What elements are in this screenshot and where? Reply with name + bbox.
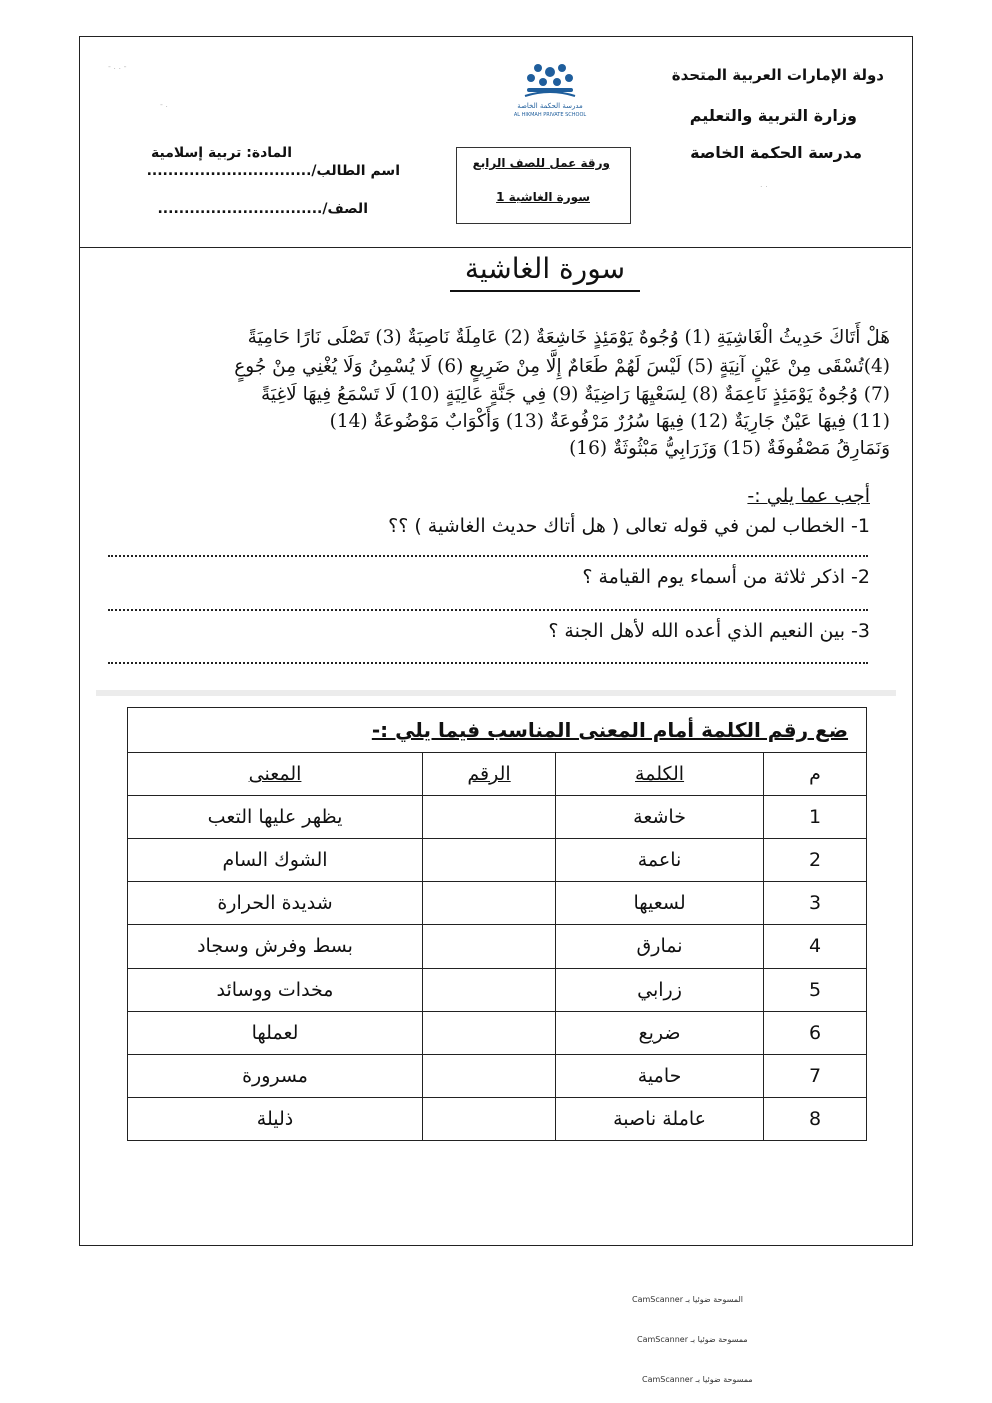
- row-num: 4: [764, 925, 867, 968]
- table-row: [128, 1097, 867, 1140]
- row-num: 3: [764, 882, 867, 925]
- scan-watermark: CamScanner ممسوحة ضوئيا بـ: [642, 1375, 753, 1384]
- table-instruction-row: [128, 708, 867, 753]
- scan-fade: [96, 690, 896, 696]
- row-num: 6: [764, 1011, 867, 1054]
- row-word: ناعمة: [556, 839, 764, 882]
- row-answer-cell[interactable]: [423, 839, 556, 882]
- row-answer-cell[interactable]: [423, 968, 556, 1011]
- table-row: [128, 1054, 867, 1097]
- row-num: 5: [764, 968, 867, 1011]
- header-divider: [79, 247, 911, 248]
- surah-title-underline: [450, 290, 640, 292]
- ministry-name: وزارة التربية والتعليم: [689, 106, 857, 125]
- class-field[interactable]: الصف/...............................: [157, 201, 368, 217]
- header-answer: الرقم: [423, 753, 556, 796]
- worksheet-subtitle: سورة الغاشية 1: [496, 190, 590, 204]
- row-meaning: لعملها: [128, 1011, 423, 1054]
- row-word: لسعيها: [556, 882, 764, 925]
- row-meaning: بسط وفرش وسجاد: [128, 925, 423, 968]
- scan-watermark: CamScanner المسوحة ضوئيا بـ: [632, 1295, 744, 1304]
- header-meaning: المعنى: [128, 753, 423, 796]
- row-meaning: شديدة الحرارة: [128, 882, 423, 925]
- table-row: [128, 796, 867, 839]
- row-answer-cell[interactable]: [423, 1054, 556, 1097]
- answer-line-2[interactable]: [108, 609, 868, 611]
- row-word: زرابي: [556, 968, 764, 1011]
- verse-line: (4)تُسْقَى مِنْ عَيْنٍ آنِيَةٍ (5) لَيْسَ لَهُمْ طَعَامٌ إِلَّا مِنْ ضَرِيعٍ (6) لَا يُسْمِنُ وَلَا يُغْنِي مِنْ جُوعٍ: [234, 356, 890, 377]
- questions-heading: أجب عما يلي :-: [747, 485, 870, 507]
- verse-line: (11) فِيهَا عَيْنٌ جَارِيَةٌ (12) فِيهَا سُرُرٌ مَرْفُوعَةٌ (13) وَأَكْوَابٌ مَوْضُوعَةٌ (14): [329, 411, 890, 432]
- row-word: حامية: [556, 1054, 764, 1097]
- header-num: م: [764, 753, 867, 796]
- logo-text-ar: مدرسة الحكمة الخاصة: [517, 102, 583, 110]
- row-answer-cell[interactable]: [423, 925, 556, 968]
- row-num: 7: [764, 1054, 867, 1097]
- row-word: نمارق: [556, 925, 764, 968]
- verse-line: وَنَمَارِقُ مَصْفُوفَةٌ (15) وَزَرَابِيُّ مَبْثُوثَةٌ (16): [569, 438, 890, 459]
- row-answer-cell[interactable]: [423, 796, 556, 839]
- row-word: ضريع: [556, 1011, 764, 1054]
- table-row: [128, 1011, 867, 1054]
- row-word: عاملة ناصبة: [556, 1097, 764, 1140]
- table-row: [128, 882, 867, 925]
- row-num: 2: [764, 839, 867, 882]
- row-meaning: ذليلة: [128, 1097, 423, 1140]
- matching-instruction: ضع رقم الكلمة أمام المعنى المناسب فيما يلي :-: [128, 708, 867, 753]
- row-answer-cell[interactable]: [423, 1097, 556, 1140]
- table-row: [128, 839, 867, 882]
- logo-text-en: AL HIKMAH PRIVATE SCHOOL: [513, 112, 587, 118]
- worksheet-box: [456, 147, 631, 224]
- answer-line-1[interactable]: [108, 555, 868, 557]
- worksheet-title: ورقة عمل للصف الرابع: [472, 156, 610, 170]
- question-2: 2- اذكر ثلاثة من أسماء يوم القيامة ؟: [582, 566, 870, 588]
- scan-watermark: CamScanner ممسوحة ضوئيا بـ: [637, 1335, 748, 1344]
- row-answer-cell[interactable]: [423, 882, 556, 925]
- row-word: خاشعة: [556, 796, 764, 839]
- row-meaning: يظهر عليها التعب: [128, 796, 423, 839]
- table-row: [128, 968, 867, 1011]
- school-name: مدرسة الحكمة الخاصة: [690, 143, 862, 162]
- student-name-field[interactable]: اسم الطالب/...............................: [146, 163, 400, 179]
- row-meaning: الشوك السام: [128, 839, 423, 882]
- row-answer-cell[interactable]: [423, 1011, 556, 1054]
- answer-line-3[interactable]: [108, 662, 868, 664]
- question-3: 3- بين النعيم الذي أعده الله لأهل الجنة ؟: [548, 620, 870, 642]
- surah-title: سورة الغاشية: [464, 252, 626, 285]
- table-header-row: [128, 753, 867, 796]
- question-1: 1- الخطاب لمن في قوله تعالى ( هل أتاك حديث الغاشية ) ؟؟: [388, 515, 870, 537]
- subject-label: المادة: تربية إسلامية: [151, 145, 292, 161]
- verse-line: هَلْ أَتَاكَ حَدِيثُ الْغَاشِيَةِ (1) وُجُوهٌ يَوْمَئِذٍ خَاشِعَةٌ (2) عَامِلَةٌ نَاصِبَةٌ (3) تَصْلَى نَارًا حَامِيَةً: [247, 327, 890, 348]
- table-row: [128, 925, 867, 968]
- row-meaning: مخدات ووسائد: [128, 968, 423, 1011]
- country-name: دولة الإمارات العربية المتحدة: [671, 66, 884, 84]
- verse-line: (7) وُجُوهٌ يَوْمَئِذٍ نَاعِمَةٌ (8) لِسَعْيِهَا رَاضِيَةٌ (9) فِي جَنَّةٍ عَالِيَةٍ (10) لَا تَسْمَعُ فِيهَا لَاغِيَةً: [260, 384, 890, 405]
- row-num: 1: [764, 796, 867, 839]
- row-meaning: مسرورة: [128, 1054, 423, 1097]
- matching-table: [127, 707, 867, 1141]
- row-num: 8: [764, 1097, 867, 1140]
- header-word: الكلمة: [556, 753, 764, 796]
